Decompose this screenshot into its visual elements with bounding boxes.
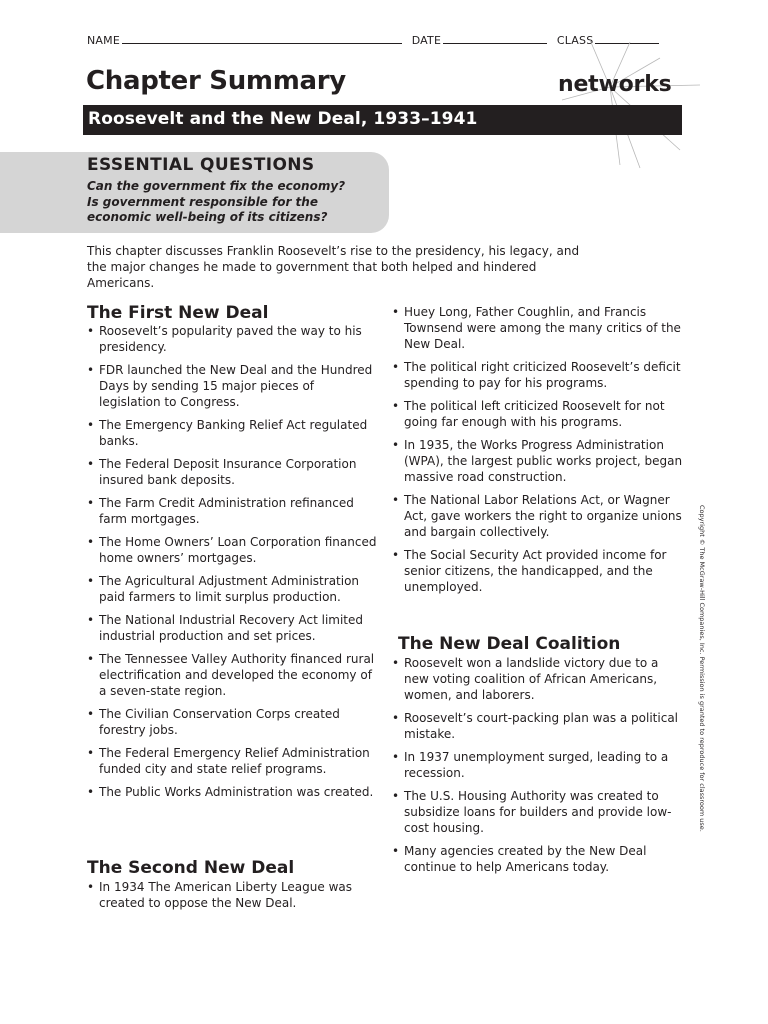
list-item: • FDR launched the New Deal and the Hundred Days by sending 15 major pieces of legislation to Congress.	[87, 362, 379, 410]
list-item: • The Federal Emergency Relief Administration funded city and state relief programs.	[87, 745, 379, 777]
essential-question: economic well-being of its citizens?	[87, 210, 328, 224]
list-item: • In 1934 The American Liberty League was created to oppose the New Deal.	[87, 879, 379, 911]
first-new-deal-list	[87, 323, 379, 807]
list-item: • Many agencies created by the New Deal continue to help Americans today.	[392, 843, 684, 875]
intro-paragraph: This chapter discusses Franklin Roosevelt’s rise to the presidency, his legacy, and the major changes he made to government that both helped and hindered Americans.	[87, 244, 580, 290]
chapter-banner	[83, 105, 682, 135]
list-item: • The Civilian Conservation Corps created forestry jobs.	[87, 706, 379, 738]
second-new-deal-list-left	[87, 879, 379, 918]
page-title: Chapter Summary	[86, 66, 346, 96]
essential-questions-heading: ESSENTIAL QUESTIONS	[87, 155, 315, 175]
list-item: • The National Labor Relations Act, or Wagner Act, gave workers the right to organize unions and bargain collectively.	[392, 492, 684, 540]
list-item: • The U.S. Housing Authority was created to subsidize loans for builders and provide low-cost housing.	[392, 788, 684, 836]
list-item: • The Federal Deposit Insurance Corporation insured bank deposits.	[87, 456, 379, 488]
section-title-first-new-deal: The First New Deal	[87, 303, 269, 323]
date-label: DATE	[411, 34, 442, 47]
list-item: • The Farm Credit Administration refinanced farm mortgages.	[87, 495, 379, 527]
section-title-new-deal-coalition: The New Deal Coalition	[398, 634, 621, 654]
essential-questions-list	[87, 179, 382, 226]
date-blank[interactable]	[443, 33, 547, 44]
second-new-deal-list-right	[392, 304, 684, 602]
list-item: • The Public Works Administration was created.	[87, 784, 379, 800]
list-item: • In 1935, the Works Progress Administration (WPA), the largest public works project, began massive road construction.	[392, 437, 684, 485]
essential-question: Can the government fix the economy?	[87, 179, 346, 193]
list-item: • The Tennessee Valley Authority financed rural electrification and developed the economy of a seven-state region.	[87, 651, 379, 699]
list-item: • Huey Long, Father Coughlin, and Francis Townsend were among the many critics of the New Deal.	[392, 304, 684, 352]
list-item: • Roosevelt’s court-packing plan was a political mistake.	[392, 710, 684, 742]
new-deal-coalition-list	[392, 655, 684, 882]
list-item: • The political left criticized Roosevelt for not going far enough with his programs.	[392, 398, 684, 430]
list-item: • The Social Security Act provided income for senior citizens, the handicapped, and the unemployed.	[392, 547, 684, 595]
list-item: • In 1937 unemployment surged, leading to a recession.	[392, 749, 684, 781]
networks-logo: networks	[558, 72, 672, 97]
class-label: CLASS	[556, 34, 594, 47]
list-item: • The Home Owners’ Loan Corporation financed home owners’ mortgages.	[87, 534, 379, 566]
logo-globe-icon: o	[618, 72, 634, 97]
list-item: • The Emergency Banking Relief Act regulated banks.	[87, 417, 379, 449]
list-item: • The Agricultural Adjustment Administration paid farmers to limit surplus production.	[87, 573, 379, 605]
copyright-notice: Copyright © The McGraw-Hill Companies, Inc. Permission is granted to reproduce for classroom use.	[698, 505, 706, 832]
list-item: • Roosevelt’s popularity paved the way to his presidency.	[87, 323, 379, 355]
section-title-second-new-deal: The Second New Deal	[87, 858, 295, 878]
list-item: • The political right criticized Roosevelt’s deficit spending to pay for his programs.	[392, 359, 684, 391]
essential-question: Is government responsible for the	[87, 194, 318, 209]
name-blank[interactable]	[122, 33, 402, 44]
name-label: NAME	[87, 34, 120, 47]
list-item: • The National Industrial Recovery Act limited industrial production and set prices.	[87, 612, 379, 644]
banner-title: Roosevelt and the New Deal, 1933–1941	[88, 109, 478, 129]
list-item: • Roosevelt won a landslide victory due to a new voting coalition of African Americans, women, and laborers.	[392, 655, 684, 703]
